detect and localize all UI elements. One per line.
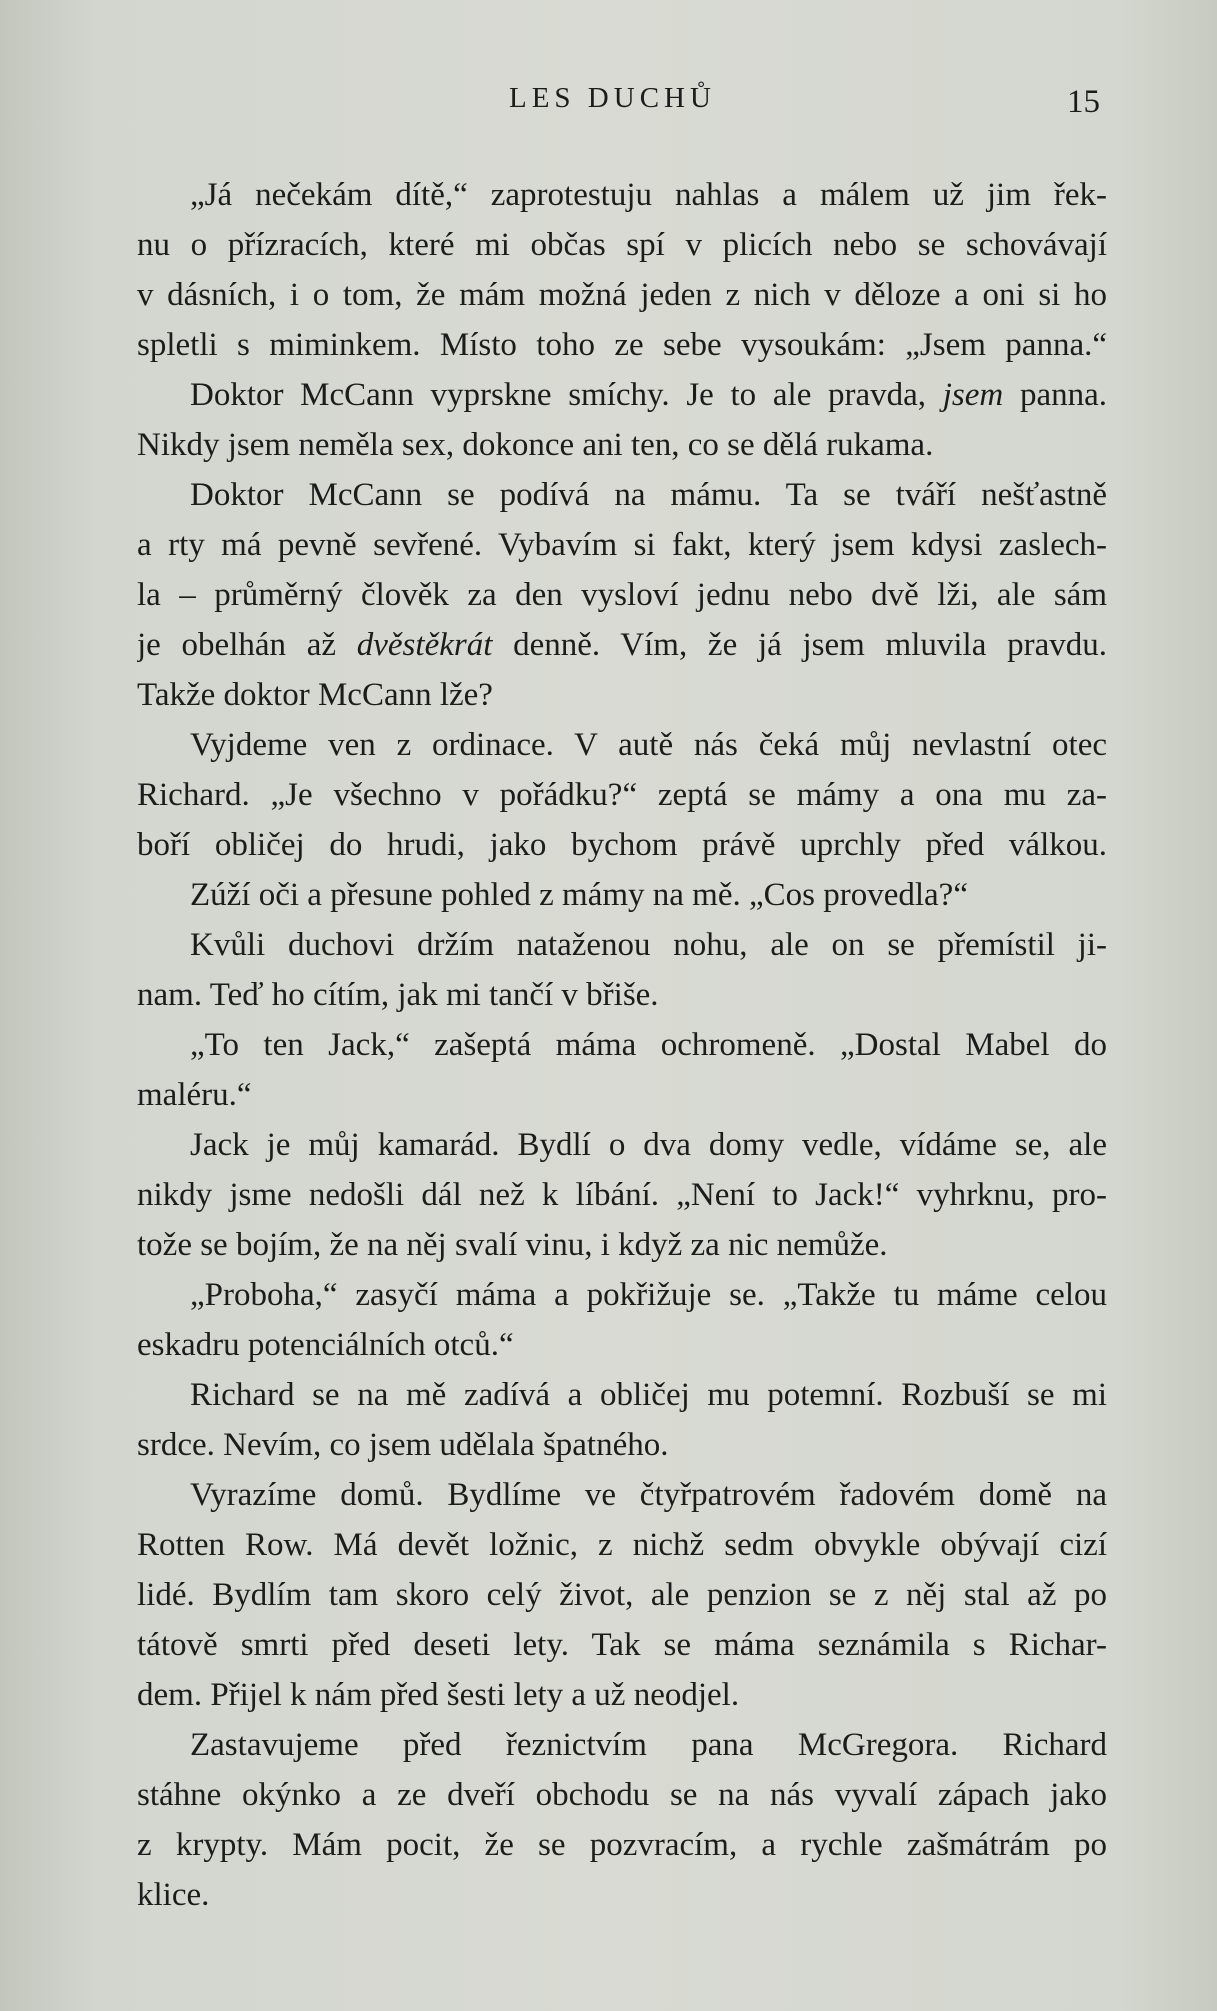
text-line: la – průměrný člověk za den vysloví jednu nebo dvě lži, ale sám xyxy=(137,577,1107,613)
text-line: tože se bojím, že na něj svalí vinu, i když za nic nemůže. xyxy=(137,1227,888,1263)
text-line: Doktor McCann se podívá na mámu. Ta se tváří nešťastně xyxy=(190,477,1107,513)
text-line: „Já nečekám dítě,“ zaprotestuju nahlas a málem už jim řek- xyxy=(190,177,1107,213)
running-title: LES DUCHŮ xyxy=(509,82,716,114)
text-line: Jack je můj kamarád. Bydlí o dva domy vedle, vídáme se, ale xyxy=(190,1127,1107,1163)
text-line: „Proboha,“ zasyčí máma a pokřižuje se. „Takže tu máme celou xyxy=(190,1277,1107,1313)
text-line: Richard se na mě zadívá a obličej mu potemní. Rozbuší se mi xyxy=(190,1377,1107,1413)
text-line: Rotten Row. Má devět ložnic, z nichž sedm obvykle obývají cizí xyxy=(137,1527,1107,1563)
text-line: boří obličej do hrudi, jako bychom právě uprchly před válkou. xyxy=(137,827,1107,863)
text-line: eskadru potenciálních otců.“ xyxy=(137,1327,514,1363)
text-line: maléru.“ xyxy=(137,1077,252,1113)
text-line: Zúží oči a přesune pohled z mámy na mě. „Cos provedla?“ xyxy=(190,877,968,913)
text-line: nu o přízracích, které mi občas spí v plicích nebo se schovávají xyxy=(137,227,1107,263)
text-line: Vyjdeme ven z ordinace. V autě nás čeká můj nevlastní otec xyxy=(190,727,1107,763)
text-line: klice. xyxy=(137,1877,210,1913)
text-line: „To ten Jack,“ zašeptá máma ochromeně. „Dostal Mabel do xyxy=(190,1027,1107,1063)
body-text xyxy=(137,170,1107,1920)
text-line: dem. Přijel k nám před šesti lety a už neodjel. xyxy=(137,1677,740,1713)
emphasis-text: jsem xyxy=(942,377,1004,413)
text-line xyxy=(137,370,1107,420)
text-line: nam. Teď ho cítím, jak mi tančí v břiše. xyxy=(137,977,659,1013)
text-line: srdce. Nevím, co jsem udělala špatného. xyxy=(137,1427,669,1463)
text-line: v dásních, i o tom, že mám možná jeden z nich v děloze a oni si ho xyxy=(137,277,1107,313)
text-run: denně. Vím, že já jsem mluvila pravdu. xyxy=(492,627,1107,663)
text-line: z krypty. Mám pocit, že se pozvracím, a rychle zašmátrám po xyxy=(137,1827,1107,1863)
text-line: tátově smrti před deseti lety. Tak se máma seznámila s Richar- xyxy=(137,1627,1107,1663)
text-line: Richard. „Je všechno v pořádku?“ zeptá se mámy a ona mu za- xyxy=(137,777,1107,813)
emphasis-text: dvěstěkrát xyxy=(356,627,493,663)
page-number: 15 xyxy=(1067,84,1100,120)
text-line: Takže doktor McCann lže? xyxy=(137,677,493,713)
text-line: a rty má pevně sevřené. Vybavím si fakt, který jsem kdysi zaslech- xyxy=(137,527,1107,563)
text-line: Kvůli duchovi držím nataženou nohu, ale on se přemístil ji- xyxy=(190,927,1107,963)
text-line xyxy=(137,620,1107,670)
text-line: Nikdy jsem neměla sex, dokonce ani ten, co se dělá rukama. xyxy=(137,427,934,463)
page-header xyxy=(0,78,1217,128)
text-run: je obelhán až xyxy=(137,627,357,663)
text-run: Doktor McCann vyprskne smíchy. Je to ale pravda, xyxy=(190,377,943,413)
text-line: nikdy jsme nedošli dál než k líbání. „Není to Jack!“ vyhrknu, pro- xyxy=(137,1177,1107,1213)
text-line: spletli s miminkem. Místo toho ze sebe vysoukám: „Jsem panna.“ xyxy=(137,327,1107,363)
text-line: stáhne okýnko a ze dveří obchodu se na nás vyvalí zápach jako xyxy=(137,1777,1107,1813)
text-line: Vyrazíme domů. Bydlíme ve čtyřpatrovém řadovém domě na xyxy=(190,1477,1107,1513)
text-line: lidé. Bydlím tam skoro celý život, ale penzion se z něj stal až po xyxy=(137,1577,1107,1613)
text-run: panna. xyxy=(1003,377,1107,413)
text-line: Zastavujeme před řeznictvím pana McGregora. Richard xyxy=(190,1727,1107,1763)
